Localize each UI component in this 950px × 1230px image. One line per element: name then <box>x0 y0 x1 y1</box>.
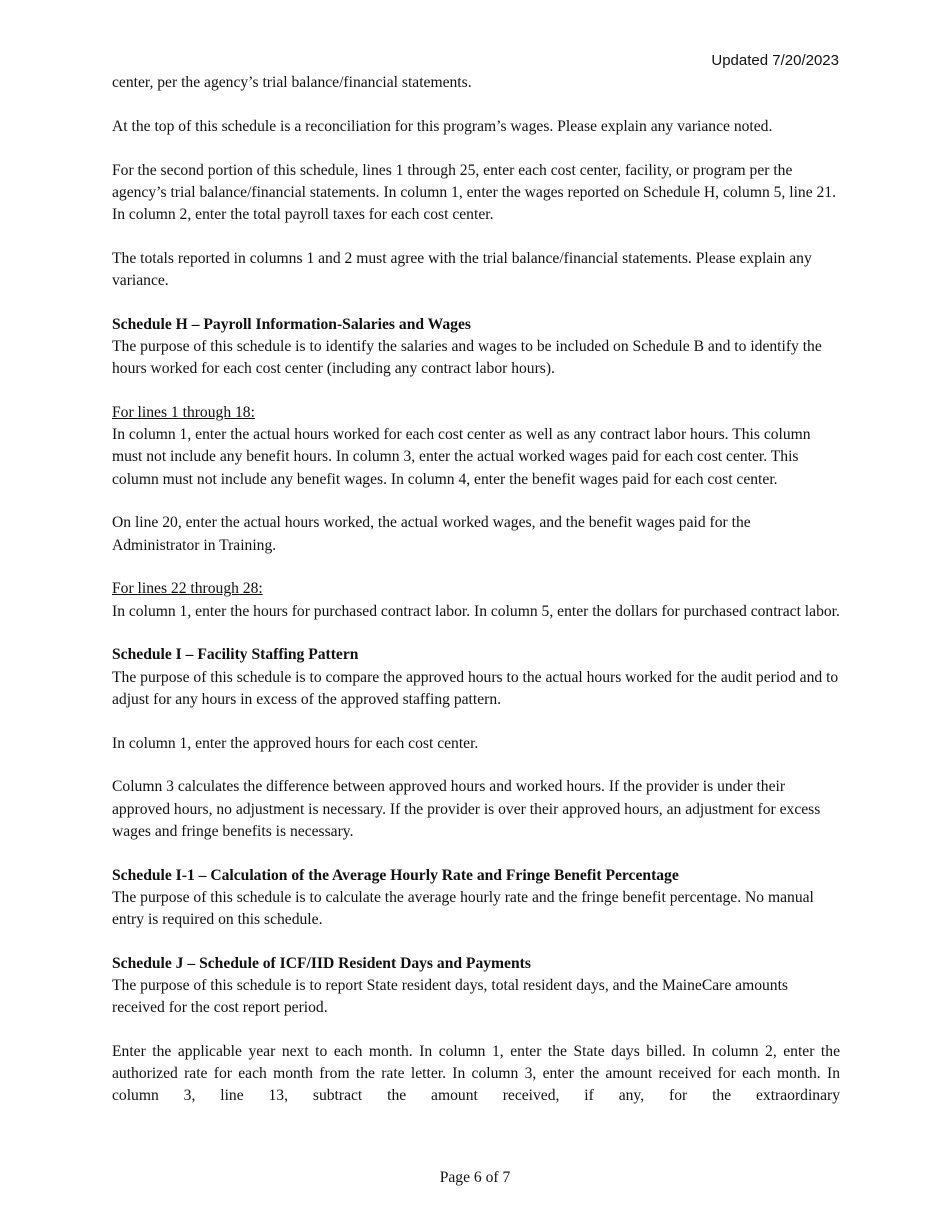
schedule-i-1-purpose: The purpose of this schedule is to calculate the average hourly rate and the fringe benefit percentage. No manual entry is required on this schedule. <box>112 888 814 929</box>
h-lines-1-18-text: In column 1, enter the actual hours worked for each cost center as well as any contract labor hours. This column must not include any benefit hours. In column 3, enter the actual worked wages paid for each cost center. This column must not include any benefit wages. In column 4, enter the benefit wages paid for each cost center. <box>112 426 811 488</box>
paragraph-totals: The totals reported in columns 1 and 2 must agree with the trial balance/financial statements. Please explain any variance. <box>112 249 812 289</box>
h-lines-1-18-label: For lines 1 through 18: <box>112 404 255 421</box>
schedule-j-purpose: The purpose of this schedule is to report State resident days, total resident days, and the MaineCare amounts received for the cost report period. <box>112 977 788 1017</box>
paragraph-i-column-3: Column 3 calculates the difference between approved hours and worked hours. If the provider is under their approved hours, no adjustment is necessary. If the provider is over their approved hours, an adjustment for excess wages and fringe benefits is necessary. <box>112 778 821 840</box>
paragraph-reconciliation: At the top of this schedule is a reconciliation for this program’s wages. Please explain any variance noted. <box>112 117 773 135</box>
section-h-lines-1-18 <box>112 402 840 491</box>
page-number: Page 6 of 7 <box>439 1169 511 1186</box>
schedule-j-heading: Schedule J – Schedule of ICF/IID Resident Days and Payments <box>112 954 531 972</box>
paragraph-j-enter: Enter the applicable year next to each month. In column 1, enter the State days billed. In column 2, enter the authorized rate for each month from the rate letter. In column 3, enter the amount received for each month. In column 3, line 13, subtract the amount received, if any, for the extraordinary <box>112 1043 840 1105</box>
schedule-i-1-heading: Schedule I-1 – Calculation of the Average Hourly Rate and Fringe Benefit Percentage <box>112 866 679 884</box>
h-lines-22-28-label: For lines 22 through 28: <box>112 580 263 598</box>
schedule-h-purpose: The purpose of this schedule is to identify the salaries and wages to be included on Schedule B and to identify the hours worked for each cost center (including any contract labor hours). <box>112 338 822 378</box>
section-schedule-i <box>112 644 840 711</box>
schedule-i-heading: Schedule I – Facility Staffing Pattern <box>112 646 359 664</box>
paragraph-h-line-20: On line 20, enter the actual hours worked, the actual worked wages, and the benefit wages paid for the Administrator in Training. <box>112 514 751 554</box>
section-schedule-h <box>112 314 840 381</box>
paragraph-continuation: center, per the agency’s trial balance/financial statements. <box>112 74 472 91</box>
updated-date: Updated 7/20/2023 <box>711 52 839 69</box>
section-schedule-j <box>112 953 840 1020</box>
h-lines-22-28-text: In column 1, enter the hours for purchased contract labor. In column 5, enter the dollars for purchased contract labor. <box>112 602 840 620</box>
section-schedule-i-1 <box>112 865 840 932</box>
paragraph-second-portion: For the second portion of this schedule, lines 1 through 25, enter each cost center, facility, or program per the agency’s trial balance/financial statements. In column 1, enter the wages reported on Schedule H, column 5, line 21. In column 2, enter the total payroll taxes for each cost center. <box>112 161 837 223</box>
paragraph-i-column-1: In column 1, enter the approved hours for each cost center. <box>112 734 479 752</box>
schedule-i-purpose: The purpose of this schedule is to compare the approved hours to the actual hours worked for the audit period and to adjust for any hours in excess of the approved staffing pattern. <box>112 668 839 708</box>
section-h-lines-22-28 <box>112 578 840 622</box>
document-body <box>112 72 840 1108</box>
schedule-h-heading: Schedule H – Payroll Information-Salaries and Wages <box>112 315 471 333</box>
